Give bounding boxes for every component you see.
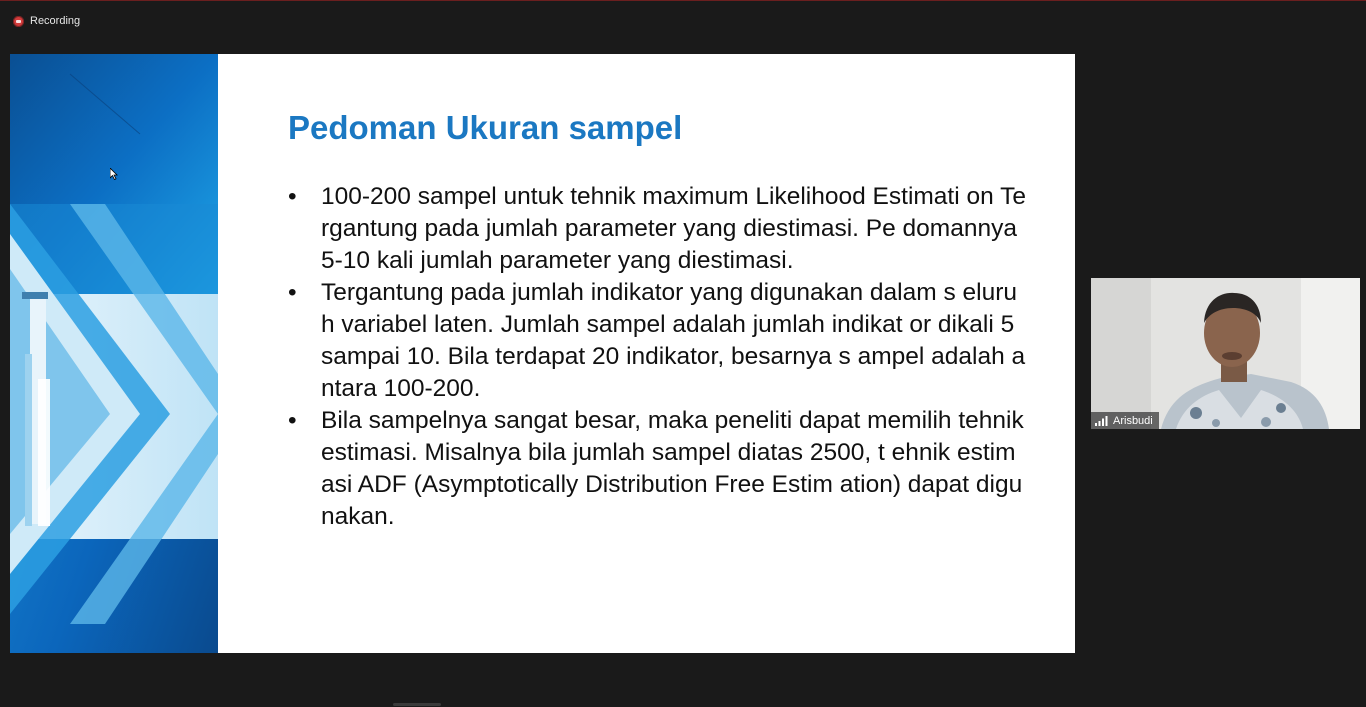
recording-label: Recording: [30, 15, 81, 27]
participant-video-tile[interactable]: [1091, 278, 1360, 429]
slide-decoration: [10, 54, 218, 653]
shared-screen-slide: [10, 54, 1075, 653]
slide-content: [218, 54, 1075, 653]
participant-name: Arisbudi: [1113, 414, 1153, 427]
bullet-item: [288, 405, 1028, 533]
bullet-symbol: •: [288, 183, 297, 210]
bullet-text: Bila sampelnya sangat besar, maka peneliti dapat memilih tehnik estimasi. Misalnya bila jumlah sampel diatas 2500, t ehnik estimasi ADF (Asymptotically Distribution Free Estim ation) dapat digunakan.: [321, 407, 1024, 530]
bullet-text: 100-200 sampel untuk tehnik maximum Likelihood Estimati on Tergantung pada jumlah parameter yang diestimasi. Pe domannya 5-10 kali jumlah parameter yang diestimasi.: [321, 183, 1026, 274]
bottom-scroll-indicator[interactable]: [393, 703, 441, 706]
recording-icon: [13, 16, 24, 27]
bullet-text: Tergantung pada jumlah indikator yang digunakan dalam s eluruh variabel laten. Jumlah sampel adalah jumlah indikat or dikali 5 sampai 10. Bila terdapat 20 indikator, besarnya s ampel adalah antara 100-200.: [321, 279, 1026, 402]
slide-bullet-list: [288, 181, 1028, 533]
participant-name-label: [1091, 412, 1159, 429]
slide-title: Pedoman Ukuran sampel: [288, 109, 683, 146]
mouse-cursor-icon: [110, 168, 118, 180]
window-top-border: [0, 0, 1366, 1]
participant-video-feed: [1091, 278, 1360, 429]
connection-signal-icon: [1095, 416, 1109, 426]
bullet-item: [288, 181, 1028, 277]
bullet-symbol: •: [288, 279, 297, 306]
bullet-symbol: •: [288, 407, 297, 434]
recording-indicator[interactable]: [13, 13, 80, 29]
bullet-item: [288, 277, 1028, 405]
